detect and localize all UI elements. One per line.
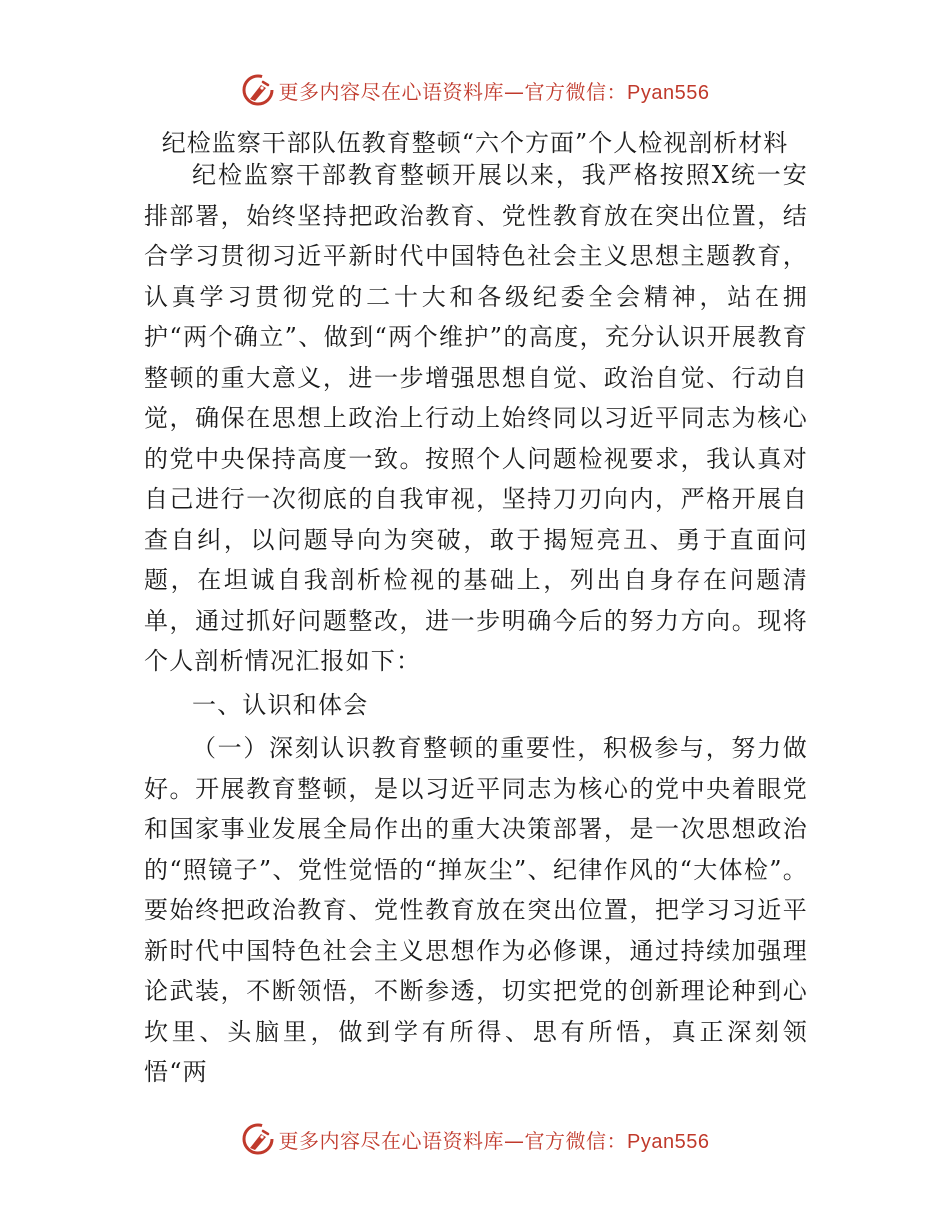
paragraph-intro: 纪检监察干部教育整顿开展以来，我严格按照X统一安排部署，始终坚持把政治教育、党性教育放在突出位置，结合学习贯彻习近平新时代中国特色社会主义思想主题教育，认真学习贯彻党的二十大和各级纪委全会精神，站在拥护“两个确立”、做到“两个维护”的高度，充分认识开展教育整顿的重大意义，进一步增强思想自觉、政治自觉、行动自觉，确保在思想上政治上行动上始终同以习近平同志为核心的党中央保持高度一致。按照个人问题检视要求，我认真对自己进行一次彻底的自我审视，坚持刀刃向内，严格开展自查自纠，以问题导向为突破，敢于揭短亮丑、勇于直面问题，在坦诚自我剖析检视的基础上，列出自身存在问题清单，通过抓好问题整改，进一步明确今后的努力方向。现将个人剖析情况汇报如下：: [144, 161, 808, 675]
watermark-top: [0, 73, 950, 107]
paragraph-section-1: （一）深刻认识教育整顿的重要性，积极参与，努力做好。开展教育整顿，是以习近平同志为核心的党中央着眼党和国家事业发展全局作出的重大决策部署，是一次思想政治的“照镜子”、党性觉悟的“掸灰尘”、纪律作风的“大体检”。要始终把政治教育、党性教育放在突出位置，把学习习近平新时代中国特色社会主义思想作为必修课，通过持续加强理论武装，不断领悟，不断参透，切实把党的创新理论种到心坎里、头脑里，做到学有所得、思有所悟，真正深刻领悟“两: [144, 734, 808, 1086]
watermark-text: 更多内容尽在心语资料库—官方微信：Pyan556: [278, 79, 710, 104]
watermark-bottom: [0, 1122, 950, 1156]
watermark-text: 更多内容尽在心语资料库—官方微信：Pyan556: [278, 1128, 710, 1153]
pen-nib-circle-icon: [241, 73, 275, 107]
document-body: [144, 155, 808, 1093]
section-heading: 一、认识和体会: [192, 690, 369, 719]
pen-nib-circle-icon: [241, 1122, 275, 1156]
document-title: 纪检监察干部队伍教育整顿“六个方面”个人检视剖析材料: [161, 129, 789, 157]
